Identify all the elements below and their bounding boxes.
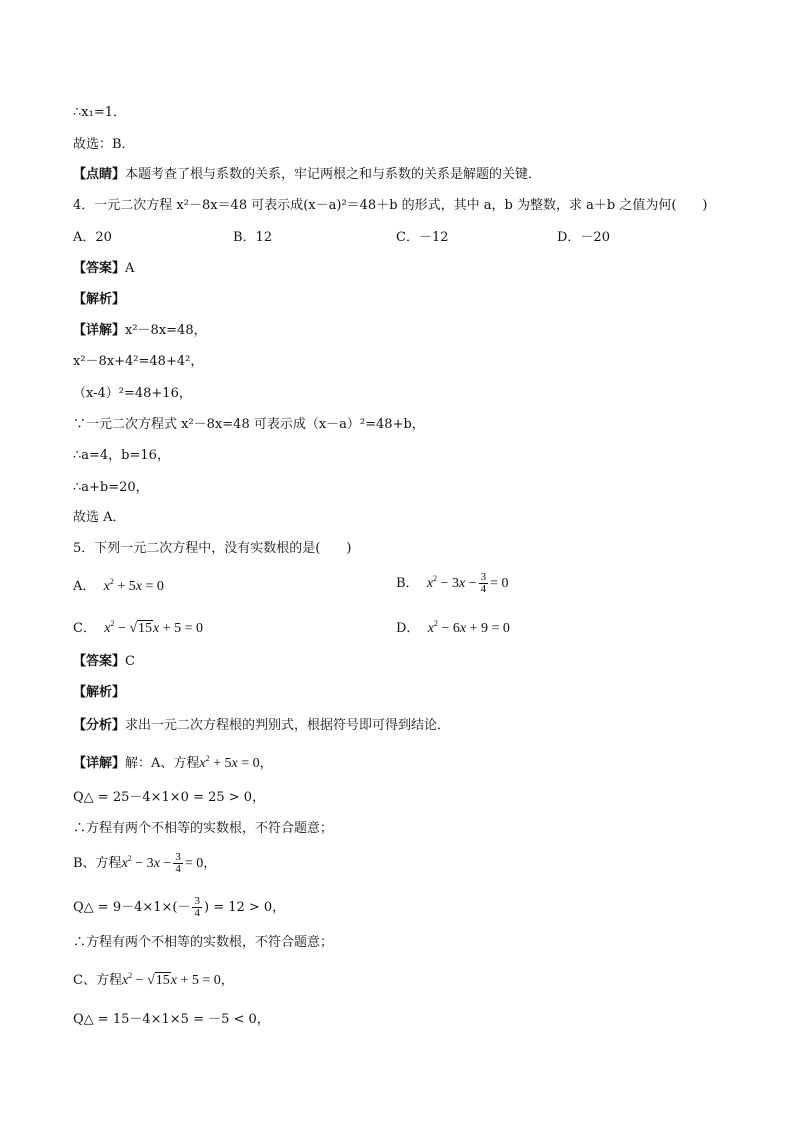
q5-step-4-prefix: B、方程 (73, 856, 122, 871)
answer-tag: 【答案】 (73, 261, 126, 276)
q4-step-6: ∴a+b=20， (73, 480, 149, 495)
q4-step-4: ∵一元二次方程式 x²－8x=48 可表示成（x－a）²=48+b， (73, 417, 425, 432)
q5-option-c: C． $x^2 - √15x + 5 = 0$ (73, 619, 204, 636)
q5-answer-line (73, 653, 135, 671)
question-4: 4．一元二次方程 x²－8x＝48 可表示成(x－a)²＝48＋b 的形式，其中 a，b 为整数，求 a＋b 之值为何( ) (73, 198, 708, 213)
line-x1: ∴x₁=1． (73, 105, 126, 120)
q4-step-5: ∴a=4，b=16， (73, 448, 170, 463)
xiangjie-tag: 【详解】 (73, 323, 126, 338)
q4-option-c: C．－12 (396, 230, 449, 245)
q5-step-5-suffix: ) = 12 > 0， (203, 900, 286, 915)
q5-jiexi-tag: 【解析】 (73, 685, 126, 700)
question-5: 5．下列一元二次方程中，没有实数根的是( ) (73, 541, 352, 556)
q5-option-c-label: C． (73, 621, 96, 636)
q5-step-1-prefix: 解：A、方程 (125, 756, 200, 771)
q5-step-3: ∴方程有两个不相等的实数根，不符合题意； (73, 821, 334, 836)
q4-option-a: A．20 (73, 230, 112, 245)
q5-analysis-line (73, 717, 450, 735)
q4-option-d: D．－20 (557, 230, 610, 245)
q4-step-7: 故选 A． (73, 510, 126, 525)
answer-tag-5: 【答案】 (73, 654, 126, 669)
q4-step-2: x²－8x+4²=48+4²， (73, 354, 204, 369)
dianjing-tag: 【点睛】 (73, 167, 126, 182)
q4-jiexi-tag: 【解析】 (73, 292, 126, 307)
q5-step-7-prefix: C、方程 (73, 973, 122, 988)
q4-answer-line (73, 260, 134, 278)
q5-step-5: Q△ = 9－4×1×(－ $\frac{3}{4}$ ) = 12 > 0， (73, 895, 286, 919)
dianjing-text: 本题考查了根与系数的关系，牢记两根之和与系数的关系是解题的关键． (125, 167, 542, 182)
q4-step-3: （x-4）²=48+16， (73, 386, 192, 401)
q5-option-d: D． $x^2 - 6x + 9 = 0$ (396, 619, 510, 636)
q5-step-8: Q△ = 15－4×1×5 = －5 < 0， (73, 1012, 270, 1027)
line-choose-b: 故选：B． (73, 137, 135, 152)
q5-step-1: 【详解】解：A、方程$x^2 + 5x = 0$， (73, 754, 273, 771)
q4-step-1: x²－8x=48， (125, 323, 207, 338)
q5-option-b-label: B． (396, 576, 419, 591)
q4-option-b: B．12 (233, 230, 273, 245)
q5-step-7: C、方程$x^2 - √15x + 5 = 0$， (73, 971, 234, 988)
q4-answer: A (125, 261, 135, 276)
q5-option-d-label: D． (396, 621, 420, 636)
dianjing-line (73, 166, 541, 184)
q5-option-a-label: A． (73, 579, 96, 594)
q5-step-4: B、方程$x^2 - 3x$ − $\frac{3}{4}$ = 0， (73, 851, 217, 875)
q4-step-1-line (73, 322, 207, 340)
q5-step-5-prefix: Q△ = 9－4×1×(－ (73, 900, 191, 915)
q5-option-b: B． $x^2 - 3x$ − $\frac{3}{4}$ = 0 (396, 571, 509, 595)
q5-option-a: A． $x^2 + 5x = 0$ (73, 577, 164, 594)
fenxi-tag: 【分析】 (73, 718, 126, 733)
xiangjie-tag-5: 【详解】 (73, 756, 126, 771)
q5-step-2: Q△ = 25－4×1×0 = 25 > 0， (73, 790, 266, 805)
fenxi-text: 求出一元二次方程根的判别式，根据符号即可得到结论． (125, 718, 451, 733)
q5-answer: C (125, 654, 135, 669)
q5-step-6: ∴方程有两个不相等的实数根，不符合题意； (73, 935, 334, 950)
